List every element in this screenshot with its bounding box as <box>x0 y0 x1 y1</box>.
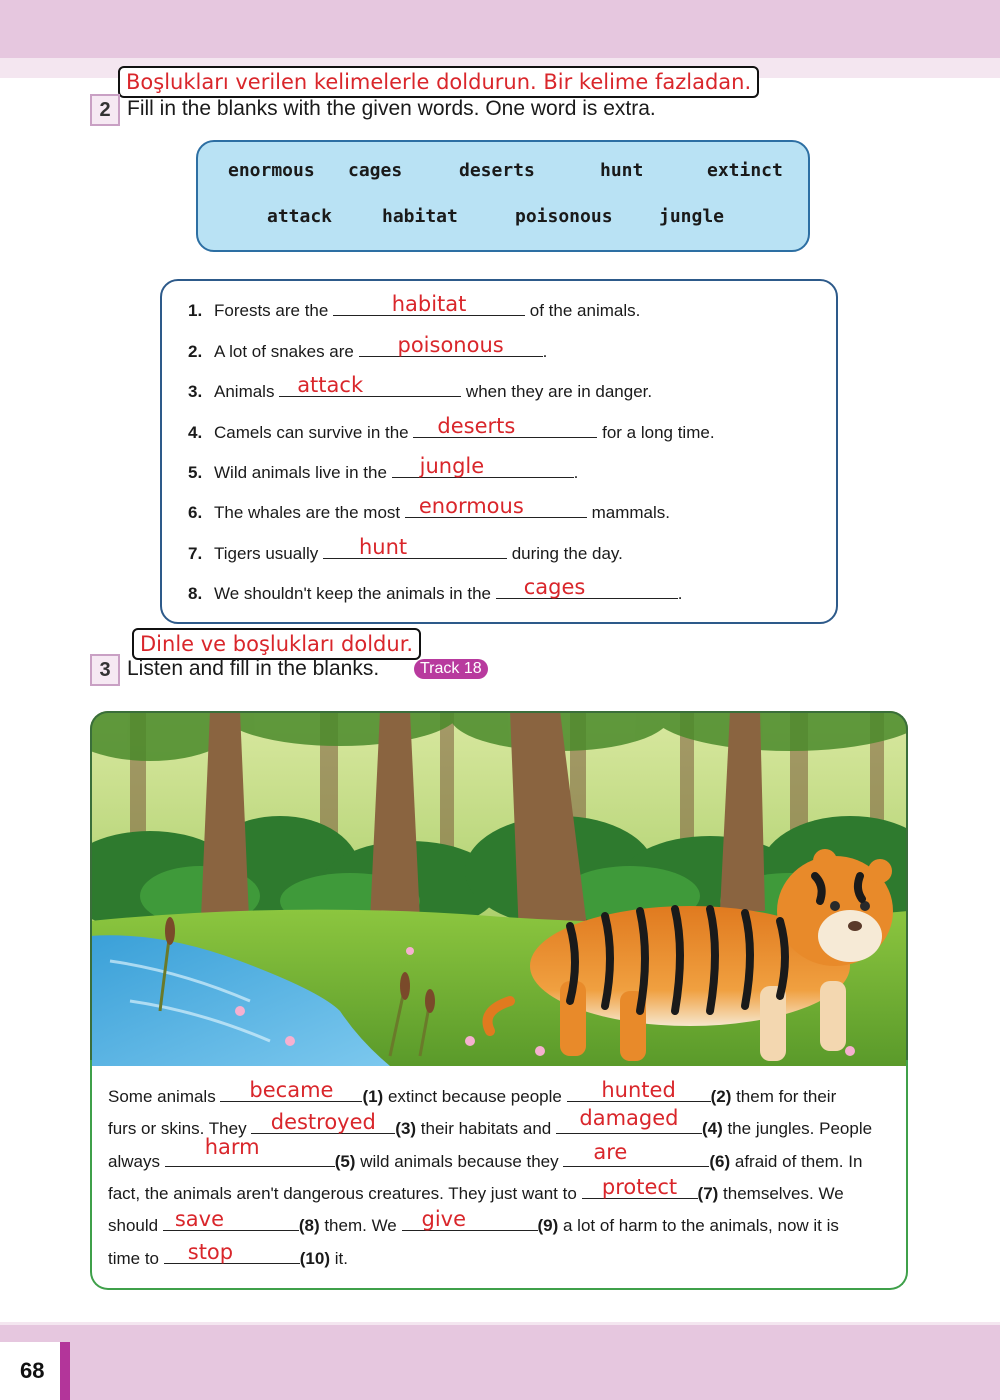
answer-blank[interactable] <box>413 414 597 438</box>
bottom-band <box>0 1325 1000 1400</box>
handwritten-answer: give <box>421 1207 467 1231</box>
word-bank-item: extinct <box>707 160 783 181</box>
answer-blank[interactable] <box>496 575 678 599</box>
handwritten-answer: hunt <box>358 535 408 559</box>
exercise-number-2: 2 <box>90 94 120 126</box>
answer-blank[interactable] <box>165 1135 335 1167</box>
question-row: 5. Wild animals live in the jungle . <box>188 454 579 482</box>
answer-blank[interactable] <box>392 454 574 478</box>
question-row: 6. The whales are the most enormous mammals. <box>188 494 670 522</box>
handwritten-answer: became <box>249 1078 334 1102</box>
handwritten-answer: stop <box>187 1240 234 1264</box>
handwritten-answer: protect <box>601 1175 678 1199</box>
answer-blank[interactable] <box>402 1207 538 1231</box>
word-bank-item: jungle <box>659 206 725 227</box>
handwritten-answer: save <box>174 1207 224 1231</box>
paragraph-line: Some animals became (1) extinct because people hunted (2) them for their <box>108 1078 837 1106</box>
track-badge[interactable]: Track 18 <box>414 659 488 679</box>
jungle-tiger-illustration <box>90 711 908 1066</box>
question-row: 3. Animals attack when they are in danger. <box>188 373 653 401</box>
exercise2-questions-box <box>160 279 838 624</box>
answer-blank[interactable] <box>251 1110 395 1134</box>
word-bank-item: enormous <box>228 160 315 181</box>
question-row: 7. Tigers usually hunt during the day. <box>188 535 623 563</box>
answer-blank[interactable] <box>563 1140 709 1167</box>
question-row: 2. A lot of snakes are poisonous . <box>188 333 548 361</box>
paragraph-line: furs or skins. They destroyed (3) their habitats and damaged (4) the jungles. People <box>108 1106 873 1138</box>
answer-blank[interactable] <box>405 494 587 518</box>
top-band <box>0 0 1000 58</box>
answer-blank[interactable] <box>582 1175 698 1199</box>
handwritten-answer: damaged <box>579 1106 679 1130</box>
word-bank <box>196 140 810 252</box>
handwritten-answer: harm <box>204 1135 260 1159</box>
exercise3-instruction: Listen and fill in the blanks. <box>127 657 380 680</box>
handwritten-answer: jungle <box>419 454 485 478</box>
page-number: 68 <box>20 1358 45 1383</box>
paragraph-line: should save (8) them. We give (9) a lot of harm to the animals, now it is <box>108 1207 839 1235</box>
answer-blank[interactable] <box>359 333 543 357</box>
turkish-note-ex3: Dinle ve boşlukları doldur. <box>132 628 421 660</box>
turkish-note-ex2: Boşlukları verilen kelimelerle doldurun. Bir kelime fazladan. <box>118 66 759 98</box>
word-bank-item: habitat <box>382 206 458 227</box>
paragraph-line: always harm (5) wild animals because they are (6) afraid of them. In <box>108 1135 863 1171</box>
answer-blank[interactable] <box>163 1207 299 1231</box>
handwritten-answer: attack <box>297 373 364 397</box>
handwritten-answer: habitat <box>391 292 467 316</box>
word-bank-item: hunt <box>600 160 644 181</box>
answer-blank[interactable] <box>567 1078 711 1102</box>
handwritten-answer: hunted <box>601 1078 676 1102</box>
handwritten-answer: are <box>593 1140 628 1164</box>
question-row: 1. Forests are the habitat of the animals. <box>188 292 641 320</box>
word-bank-item: attack <box>267 206 333 227</box>
handwritten-answer: deserts <box>437 414 516 438</box>
handwritten-answer: destroyed <box>270 1110 376 1134</box>
answer-blank[interactable] <box>333 292 525 316</box>
handwritten-answer: poisonous <box>397 333 504 357</box>
jungle-scene-svg <box>90 711 908 1066</box>
paragraph-line: fact, the animals aren't dangerous creatures. They just want to protect (7) themselves. We <box>108 1175 844 1203</box>
exercise-number-3: 3 <box>90 654 120 686</box>
answer-blank[interactable] <box>220 1078 362 1102</box>
paragraph-line: time to stop (10) it. <box>108 1240 348 1268</box>
answer-blank[interactable] <box>556 1106 702 1134</box>
answer-blank[interactable] <box>164 1240 300 1264</box>
answer-blank[interactable] <box>323 535 507 559</box>
word-bank-item: deserts <box>459 160 535 181</box>
question-row: 4. Camels can survive in the deserts for a long time. <box>188 414 715 442</box>
handwritten-answer: cages <box>523 575 586 599</box>
exercise2-instruction: Fill in the blanks with the given words. One word is extra. <box>127 97 656 120</box>
answer-blank[interactable] <box>279 373 461 397</box>
word-bank-item: poisonous <box>515 206 613 227</box>
word-bank-item: cages <box>348 160 403 181</box>
question-row: 8. We shouldn't keep the animals in the cages . <box>188 575 683 603</box>
handwritten-answer: enormous <box>418 494 524 518</box>
